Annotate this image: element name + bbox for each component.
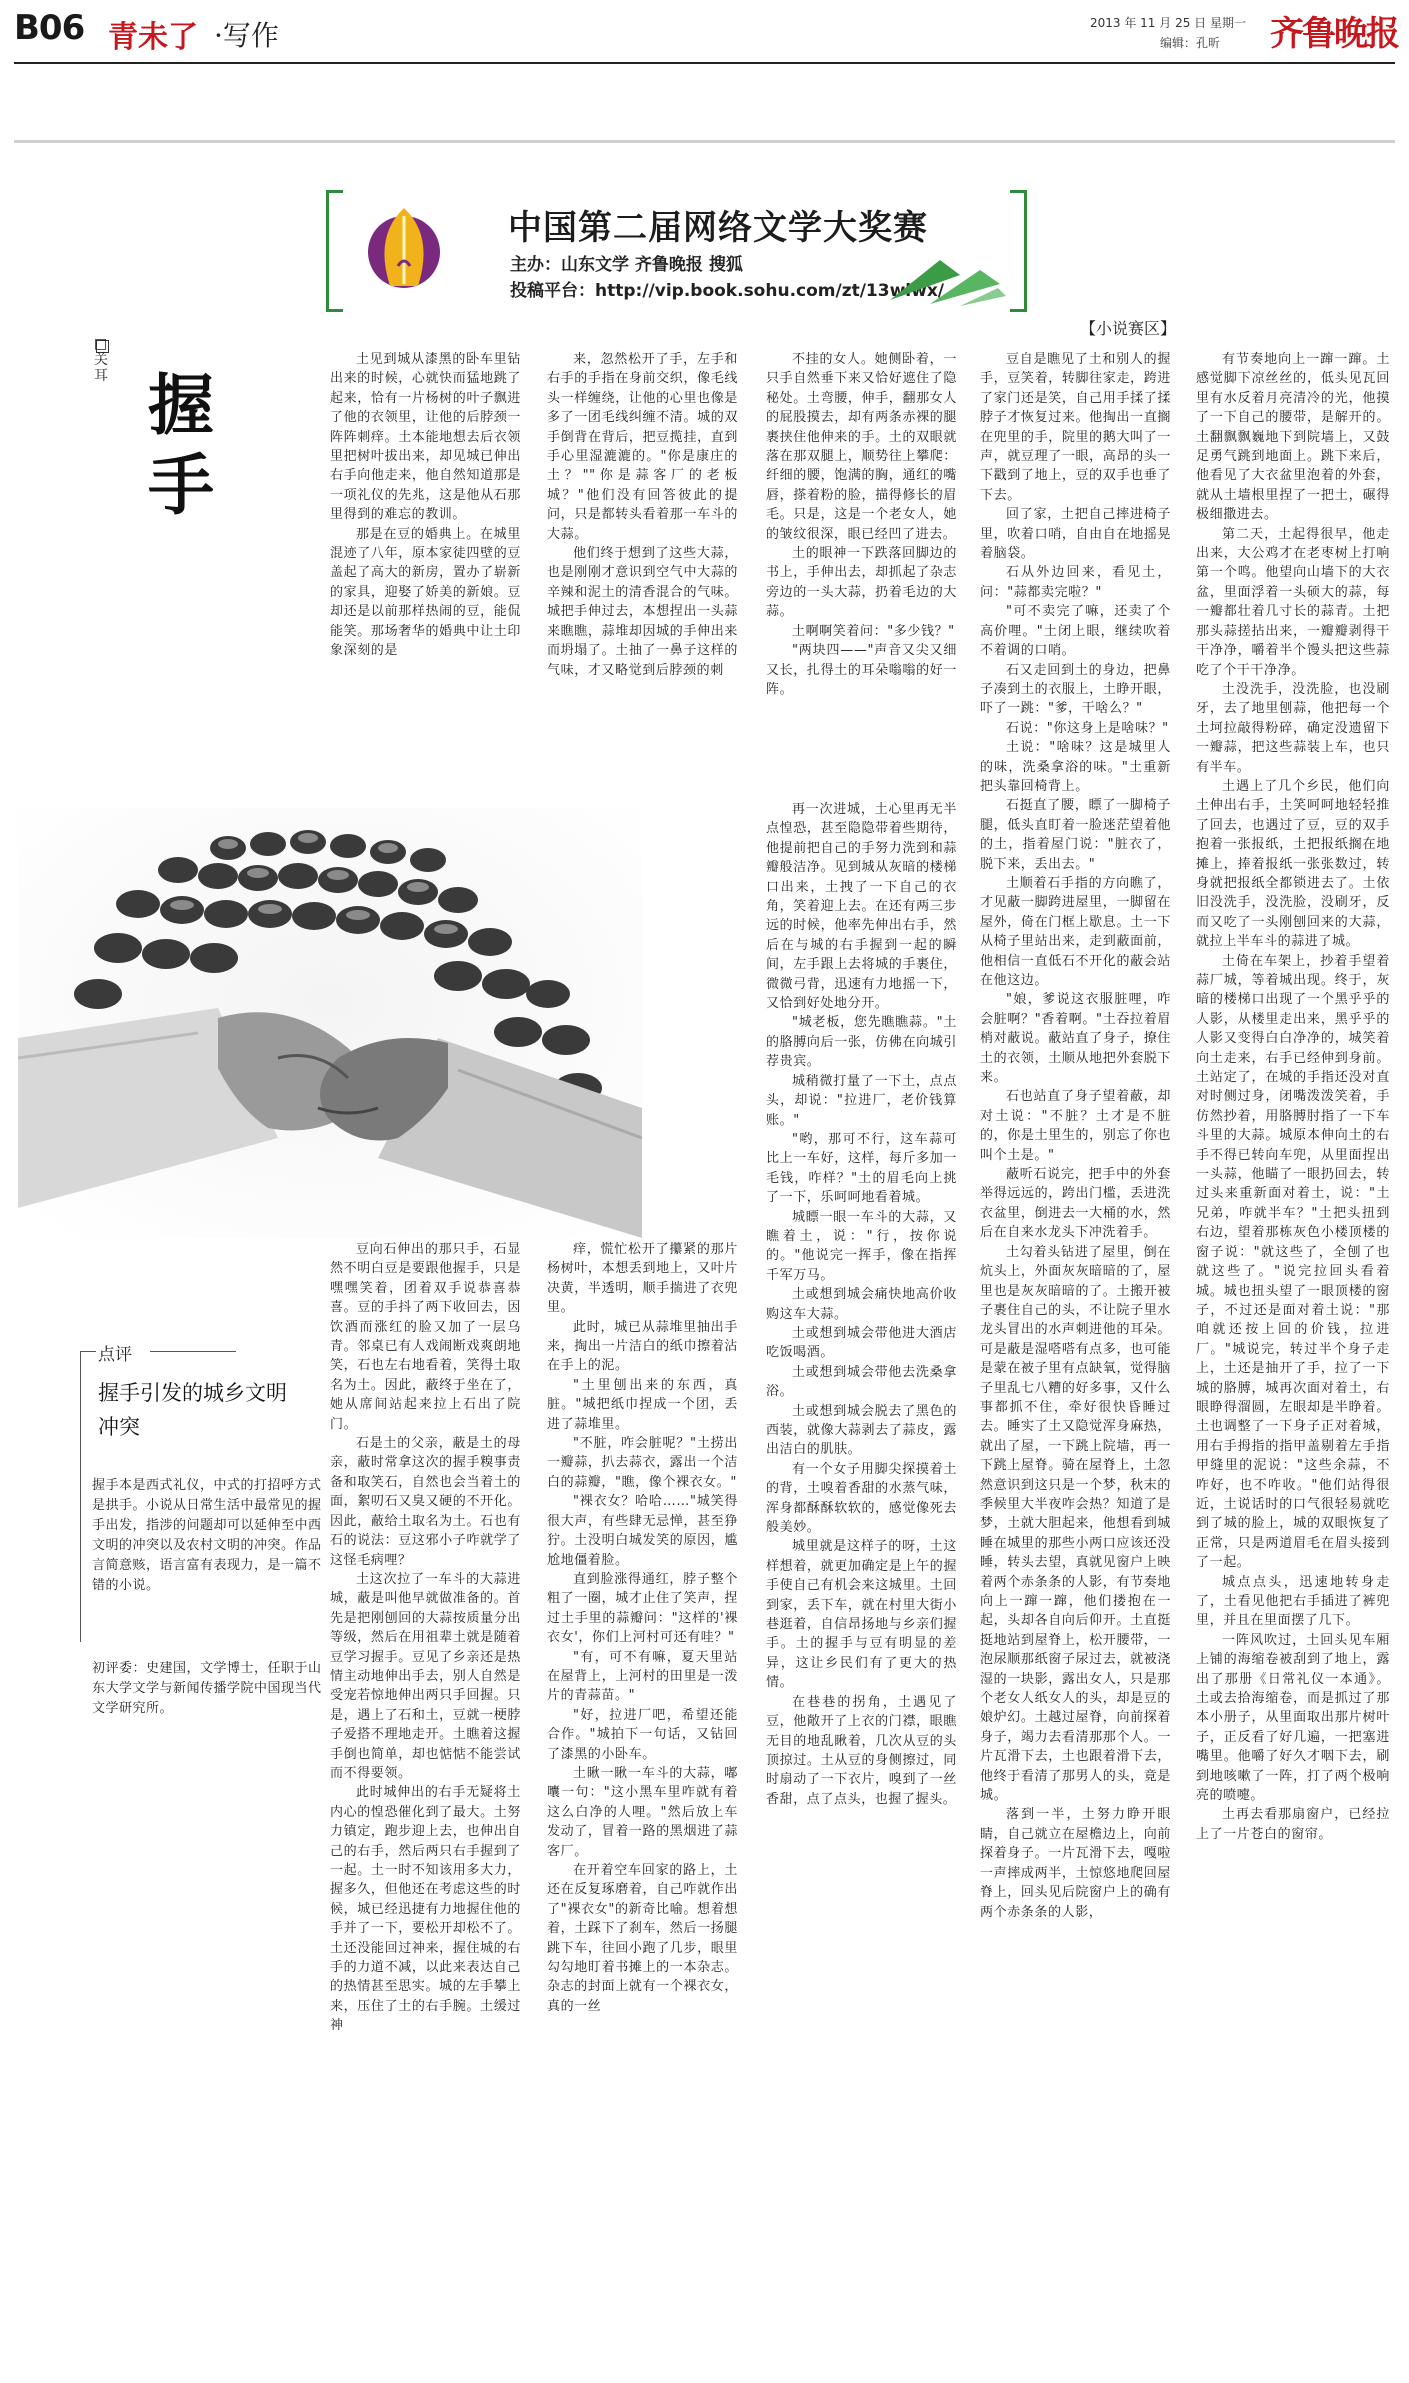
article-paragraph: "不脏，咋会脏呢？"土捞出一瓣蒜，扒去蒜衣，露出一个洁白的蒜瓣，"瞧，像个裸衣女。" <box>547 1436 738 1490</box>
article-column <box>766 350 957 795</box>
comment-rule-vertical <box>80 1352 81 1642</box>
article-paragraph: "有，可不有嘛，夏天里站在屋背上，上河村的田里是一泼片的青蒜苗。" <box>547 1649 738 1704</box>
article-paragraph: 再一次进城，土心里再无半点惶恐，甚至隐隐带着些期待，他提前把自己的手努力洗到和蒜瓣般洁净。见到城从灰暗的楼梯口出来，土拽了一下自己的衣角，笑着迎上去。在还有两三步远的时候，他率先伸出右手，然后在与城的右手握到一起的瞬间，左手跟上去将城的手裹住，微微弓背，迅速有力地摇一下，又恰到好处地分开。 <box>766 802 957 1012</box>
article-paragraph: 土遇上了几个乡民，他们向土伸出右手，土笑呵呵地轻轻推了回去，也遇过了豆，豆的双手抱着一张报纸，土把报纸搁在地摊上，捧着报纸一张张数过，转身就把报纸全都锁进去了。土依旧没洗手，没洗脸，没刷牙，反而又吃了一头刚刨回来的大蒜，就拉上半车斗的蒜进了城。 <box>1196 778 1390 950</box>
article-paragraph: 石挺直了腰，瞟了一脚椅子腿，低头直盯着一脸迷茫望着他的土，指着屋门说："脏衣了，脱下来，丢出去。" <box>980 798 1171 872</box>
article-paragraph: 有一个女子用脚尖探摸着土的背，土嗅着香甜的水蒸气味，浑身都酥酥软软的，感觉像死去般美妙。 <box>766 1461 957 1536</box>
header-rule <box>14 62 1395 64</box>
article-paragraph: 城里就是这样子的呀，土这样想着，就更加确定是上午的握手使自己有机会来这城里。土回到家，丢下车，就在村里大街小巷逛着，自信昂扬地与乡亲们握手。土的握手与豆有明显的差异，这让乡民们有了更大的热情。 <box>766 1539 957 1691</box>
article-paragraph: "娘，爹说这衣服脏哩，咋会脏啊？"香着啊。"土吞拉着眉梢对蔽说。蔽站直了身子，撩住土的衣领，土顺从地把外套脱下来。 <box>980 992 1171 1086</box>
contest-title: 中国第二届网络文学大奖赛 <box>508 208 928 248</box>
article-paragraph: 土见到城从漆黑的卧车里钻出来的时候，心就快而猛地跳了起来，恰有一片杨树的叶子飘进了他的衣领里，让他的后脖颈一阵阵刺痒。土本能地想去后衣领里把树叶拔出来，却见城已伸出右手向他走来，他自然知道那是一项礼仪的先兆，这是他从石那里得到的难忘的教训。 <box>330 352 521 523</box>
author-name: □关耳 <box>94 336 108 384</box>
handshake-photo <box>18 808 642 1238</box>
comment-label: 点评 <box>98 1345 132 1365</box>
article-paragraph: 回了家，土把自己摔进椅子里，吹着口哨，自由自在地摇晃着脑袋。 <box>980 507 1171 562</box>
subsection-name: ·写作 <box>214 19 279 52</box>
article-paragraph: "土里刨出来的东西，真脏。"城把纸巾捏成一个团，丢进了蒜堆里。 <box>547 1377 738 1432</box>
article-paragraph: 土或想到城会带他进大酒店吃饭喝酒。 <box>766 1325 957 1361</box>
article-paragraph: 土勾着头钻进了屋里，倒在炕头上，外面灰灰暗暗的了，屋里也是灰灰暗暗的了。土搬开被子裹住自己的头，不让院子里水龙头冒出的水声刺进他的耳朵。可是蔽是湿嗒嗒有点多，也可能是蒙在被子里有点缺氧，觉得脑子里乱七八糟的好多事，又什么事都抓不住，牵好很快昏睡过去。睡实了土又隐觉浑身麻热，就出了屋，一下跳上院墙，再一下跳上屋脊。骑在屋脊上，土忽然意识到这只是一个梦，秋末的季候里大半夜咋会热？知道了是梦，土就大胆起来，他想看到城睡在城里的那些小两口应该还没睡，转头去望，真就见窗户上映着两个赤条条的人影，有节奏地向上一蹿一蹿，他们搂抱在一起，头却各自向后仰开。土直挺挺地站到屋脊上，松开腰带，一泡尿顺那纸窗子尿过去，就被浇湿的一块影，露出女人，只是那个老女人纸女人的头，却是豆的娘炉幻。土越过屋脊，向前探着身子，竭力去看清那那个人。一片瓦滑下去，土也跟着滑下去，他终于看清了那男人的头，竟是城。 <box>980 1244 1171 1804</box>
comment-title: 握手引发的城乡文明冲突 <box>98 1381 287 1439</box>
comment-reviewer: 初评委：史建国，文学博士，任职于山东大学文学与新闻传播学院中国现当代文学研究所。 <box>92 1661 322 1716</box>
green-flag-decoration-icon <box>880 240 1010 310</box>
article-paragraph: 直到脸涨得通红，脖子整个粗了一圈，城才止住了笑声，捏过土手里的蒜瓣问："这样的'裸衣女'，你们上河村可还有哇？" <box>547 1571 738 1646</box>
article-paragraph: 石又走回到土的身边，把鼻子凑到土的衣服上，土睁开眼，吓了一跳："爹，干啥么？" <box>980 662 1171 717</box>
article-paragraph: "哟，那可不行，这车蒜可比上一车好，这样，每斤多加一毛钱，咋样？"土的眉毛向上挑了一下，乐呵呵地看着城。 <box>766 1131 957 1206</box>
section-divider <box>14 140 1395 143</box>
banner-bracket-right <box>1010 190 1027 312</box>
article-column <box>547 1240 738 2350</box>
article-paragraph: 有节奏地向上一蹿一蹿。土感觉脚下凉丝丝的，低头见瓦回里有水反着月亮清冷的光，他摸了一下自己的腰带，是解开的。土翻飘飘巍地下到院墙上，又鼓足勇气跳到地面上。跳下来后，他看见了大衣盆里泡着的外套，就从土墙根里捏了一把土，碾得极细撒进去。 <box>1196 352 1390 523</box>
article-paragraph: 城瞟一眼一车斗的大蒜，又瞧着土，说："行，按你说的。"他说完一挥手，像在指挥千军万马。 <box>766 1209 957 1283</box>
article-paragraph: 石说："你这身上是啥味？" <box>1006 720 1169 736</box>
article-paragraph: 第二天，土起得很早，他走出来，大公鸡才在老枣树上打响第一个鸣。他望向山墙下的大衣盆，里面浮着一头硕大的蒜，每一瓣都壮着几寸长的蒜青。土把那头蒜搓拈出来，一瓣瓣剥得干干净净，嚼着半个馒头把这些蒜吃了个干干净净。 <box>1196 526 1390 678</box>
article-paragraph: "可不卖完了嘛，还卖了个高价哩。"土闭上眼，继续吹着不着调的口哨。 <box>980 604 1171 659</box>
article-paragraph: 土这次拉了一车斗的大蒜进城，蔽是叫他早就做准备的。首先是把刚刨回的大蒜按质量分出等级，然后在用祖辈土就是随着豆学习握手。豆见了乡亲还是热情主动地伸出手去，别人自然是受宠若惊地伸出两只手回握。只是，遇上了石和土，豆就一梗脖子爱搭不理地走开。土瞧着这握手倒也简单，却也惦惦不能尝试而不得要领。 <box>330 1571 521 1781</box>
article-paragraph: 来，忽然松开了手，左手和右手的手指在身前交织，像毛线头一样缠绕，让他的心里也像是多了一团毛线纠缠不清。城的双手倒背在背后，把豆揽挂，直到手心里湿漉漉的。"你是康庄的土？""你是蒜客厂的老板城？"他们没有回答彼此的提问，只是都转头看着那一车斗的大蒜。 <box>547 352 738 542</box>
article-paragraph: "裸衣女？哈哈……"城笑得很大声，有些肆无忌惮，甚至狰狞。土没明白城发笑的原因，尴尬地僵着脸。 <box>547 1494 738 1568</box>
article-paragraph: 土没洗手，没洗脸，也没刷牙，去了地里刨蒜，他把每一个土坷拉敲得粉碎，确定没遗留下一瓣蒜，把这些蒜装上车，也只有半车。 <box>1196 681 1390 775</box>
article-paragraph: 那是在豆的婚典上。在城里混迹了八年，原本家徒四壁的豆盖起了高大的新房，置办了崭新的家具，迎娶了娇美的新娘。豆却还是以前那样热闹的豆，能侃能笑。那场奢华的婚典中让土印象深刻的是 <box>330 526 521 659</box>
article-paragraph: 蔽听石说完，把手中的外套举得远远的，跨出门槛，丢进洗衣盆里，倒进去一大桶的水，然后在自来水龙头下冲洗着手。 <box>980 1167 1171 1241</box>
contest-host: 主办：山东文学 齐鲁晚报 搜狐 <box>510 255 743 275</box>
contest-pen-logo-icon <box>360 196 448 296</box>
article-paragraph: 石从外边回来，看见土，问："蒜都卖完啦？" <box>980 565 1171 600</box>
article-paragraph: 痒，慌忙松开了攥紧的那片杨树叶，本想丢到地上，又叶片决黄，半透明，顺手揣进了衣兜里。 <box>547 1242 738 1316</box>
article-paragraph: 豆自是瞧见了土和别人的握手，豆笑着，转脚往家走，跨进了家门还是笑，自己用手揉了揉脖子才恢复过来。他掏出一直搁在兜里的手，院里的鹅大叫了一声，就豆理了一眼，高昂的头一下戳到了地上，豆的双手也垂了下去。 <box>980 352 1171 503</box>
comment-rule-left <box>80 1351 96 1352</box>
article-paragraph: "两块四——"声音又尖又细又长，扎得土的耳朵嗡嗡的好一阵。 <box>766 643 957 697</box>
article-paragraph: 豆向石伸出的那只手，石显然不明白豆是要跟他握手，只是嘿嘿笑着，团着双手说恭喜恭喜。豆的手抖了两下收回去，因饮酒而涨红的脸又加了一层乌青。邻桌已有人戏闹断戏爽朗地笑，石也左右地看着，笑得土取名为土。因此，蔽终于坐在了，她从席间站起来拉上石出了院门。 <box>330 1242 521 1432</box>
article-paragraph: 土倚在车架上，抄着手望着蒜厂城，等着城出现。终于，灰暗的楼梯口出现了一个黑乎乎的人影，从楼里走出来，黑乎乎的人影又变得白白净净的，城笑着向土走来，右手已经伸到身前。土站定了，在城的手指还没对直对时侧过身，闭嘴泼泼笑着，手仿然抄着，用胳膊肘指了一下车斗里的大蒜。城原本伸向土的右手不得已转向车兜，从里面捏出一头蒜，他瞄了一眼扔回去，转过头来重新面对着土，说："土兄弟，咋就半车？"土把头扭到右边，望着那栋灰色小楼顶楼的窗子说："就这些了，全刨了也就这些了。"说完拉回头看着城。城也扭头望了一眼顶楼的窗子，不过还是面对着土说："那咱就还按上回的价钱，拉进厂。"城说完，转过半个身子走上，土还是抽开了手，拉了一下城的胳膊，城再次面对着土，右眼睁得溜圆，左眼却是半睁着。土也调整了一下身子正对着城，用右手拇指的指甲盖剔着左手指甲缝里的泥说："这些余蒜，不咋好，也不咋收。"他们站得很近，土说话时的口气很轻易就吃到了城的脸上，城的双眼恢复了正常，只是两道眉毛在眉头接到了一起。 <box>1196 953 1390 1571</box>
article-paragraph: 此时城伸出的右手无疑将土内心的惶恐催化到了最大。土努力镇定，跑步迎上去，也伸出自己的右手，然后两只右手握到了一起。土一时不知该用多大力，握多久，但他还在考虑这些的时候，城已经迅捷有力地握住他的手并了一下，要松开却松不了。土还没能回过神来，握住城的右手的力道不减，以此来表达自己的热情甚至思实。城的左手攀上来，压住了土的右手腕。土缓过神 <box>330 1785 521 2034</box>
article-paragraph: 此时，城已从蒜堆里抽出手来，掏出一片洁白的纸巾擦着沾在手上的泥。 <box>547 1319 738 1374</box>
article-paragraph: "好，拉进厂吧，希望还能合作。"城拍下一句话，又钻回了漆黑的小卧车。 <box>547 1707 738 1762</box>
category-label: 【小说赛区】 <box>1080 319 1177 338</box>
article-paragraph: 在开着空车回家的路上，土还在反复琢磨着，自己咋就作出了"裸衣女"的新奇比喻。想着想着，土踩下了刹车，然后一扬腿跳下车，往回小跑了几步，眼里勾勾地盯着书摊上的一本杂志。杂志的封面上就有一个裸衣女，真的一丝 <box>547 1863 738 2014</box>
article-paragraph: 土的眼神一下跌落回脚边的书上，手伸出去，却抓起了杂志旁边的一头大蒜，扔着毛边的大蒜。 <box>766 546 957 620</box>
article-paragraph: "城老板，您先瞧瞧蒜。"土的胳膊向后一张，仿佛在向城引荐贵宾。 <box>766 1015 957 1070</box>
masthead-logo: 齐鲁晚报 <box>1270 14 1398 54</box>
story-title: 握手 <box>148 366 214 524</box>
article-paragraph: 不挂的女人。她侧卧着，一只手自然垂下来又恰好遮住了隐秘处。土弯腰，伸手，翻那女人的屁股摸去，却有两条赤裸的腿裹挟住他伸来的手。土的双眼就落在那双腿上，顺势往上攀爬：纤细的腰，饱满的胸，通红的嘴唇，搽着粉的脸，描得修长的眉毛。只是，这是一个老女人，她的皱纹很深，眼已经凹了进去。 <box>766 352 957 542</box>
article-column <box>330 1240 521 2350</box>
issue-date: 2013 年 11 月 25 日 星期一 <box>1090 16 1246 30</box>
article-paragraph: 石是土的父亲，蔽是土的母亲，蔽时常拿这次的握手糗事责备和取笑石，自然也会当着土的面，絮叨石又臭又硬的不开化。因此，蔽给土取名为土。石也有石的说法：豆这邪小子咋就学了这怪毛病哩？ <box>330 1436 521 1568</box>
article-paragraph: 他们终于想到了这些大蒜，也是刚刚才意识到空气中大蒜的辛辣和泥土的清香混合的气味。城把手伸过去，本想捏出一头蒜来瞧瞧，蒜堆却因城的手伸出来而坍塌了。土抽了一鼻子这样的气味，才又略觉到后脖颈的刺 <box>547 546 738 678</box>
article-column <box>766 800 957 2350</box>
article-paragraph: 土或想到城会带他去洗桑拿浴。 <box>766 1364 957 1400</box>
article-paragraph: 城点点头，迅速地转身走了，土看见他把右手插进了裤兜里，并且在里面摆了几下。 <box>1196 1574 1390 1629</box>
banner-bracket-left <box>326 190 343 312</box>
article-paragraph: 土瞅一瞅一车斗的大蒜，嘟囔一句："这小黑车里咋就有着这么白净的人哩。"然后放上车发动了，冒着一路的黑烟进了蒜客厂。 <box>547 1765 738 1859</box>
article-paragraph: 在巷巷的拐角，土遇见了豆，他敞开了上衣的门襟，眼瞧无目的地乱瞅着，几次从豆的头顶掠过。土从豆的身侧擦过，同时扇动了一下衣片，嗅到了一丝香甜，点了点头，也握了握头。 <box>766 1694 957 1807</box>
article-paragraph: 土说："啥味？这是城里人的味，洗桑拿浴的味。"土重新把头靠回椅背上。 <box>980 740 1171 794</box>
article-paragraph: 土再去看那扇窗户，已经拉上了一片苍白的窗帘。 <box>1196 1807 1390 1842</box>
contest-url: 投稿平台：http://vip.book.sohu.com/zt/13wlwx/ <box>510 281 945 301</box>
article-paragraph: 石也站直了身子望着蔽，却对土说："不脏？土才是不脏的，你是土里生的，别忘了你也叫个土是。" <box>980 1089 1171 1163</box>
article-paragraph: 土顺着石手指的方向瞧了，才见蔽一脚跨进屋里，一脚留在屋外，倚在门框上歇息。土一下从椅子里站出来，走到蔽面前，他相信一直低石不开化的蔽会站在他这边。 <box>980 875 1171 988</box>
article-paragraph: 土或想到城会脱去了黑色的西装，就像大蒜剥去了蒜皮，露出洁白的肌肤。 <box>766 1403 957 1458</box>
article-column <box>980 350 1171 2350</box>
comment-body: 握手本是西式礼仪，中式的打招呼方式是拱手。小说从日常生活中最常见的握手出发，指涉的问题却可以延伸至中西文明的冲突以及农村文明的冲突。作品言简意赅，语言富有表现力，是一篇不错的小说。 <box>92 1478 322 1593</box>
article-column <box>547 350 738 795</box>
article-paragraph: 城稍微打量了一下土，点点头，却说："拉进厂，老价钱算账。" <box>766 1073 957 1128</box>
editor-credit: 编辑：孔昕 <box>1160 36 1221 50</box>
comment-rule-right <box>150 1351 236 1352</box>
article-column <box>330 350 521 795</box>
article-paragraph: 土啊啊笑着问："多少钱？" <box>792 623 955 639</box>
article-column <box>1196 350 1390 2350</box>
section-name: 青未了 <box>108 20 198 55</box>
article-paragraph: 落到一半，土努力睁开眼睛，自己就立在屋檐边上，向前探着身子。一片瓦滑下去，嘎啦一声摔成两半，土惊悠地爬回屋脊上，回头见后院窗户上的确有两个赤条条的人影， <box>980 1807 1171 1920</box>
page-code: B06 <box>14 8 85 48</box>
article-paragraph: 土或想到城会痛快地高价收购这车大蒜。 <box>766 1287 957 1322</box>
article-paragraph: 一阵风吹过，土回头见车厢上铺的海缩卷被刮到了地上，露出了那册《日常礼仪一本通》。土或去拾海缩卷，而是抓过了那本小册子，从里面取出那片树叶子，正反看了好几遍，一把塞进嘴里。他嚼了好久才咽下去，刷到地咳嗽了一阵，打了两个极响亮的喷嚏。 <box>1196 1632 1390 1804</box>
